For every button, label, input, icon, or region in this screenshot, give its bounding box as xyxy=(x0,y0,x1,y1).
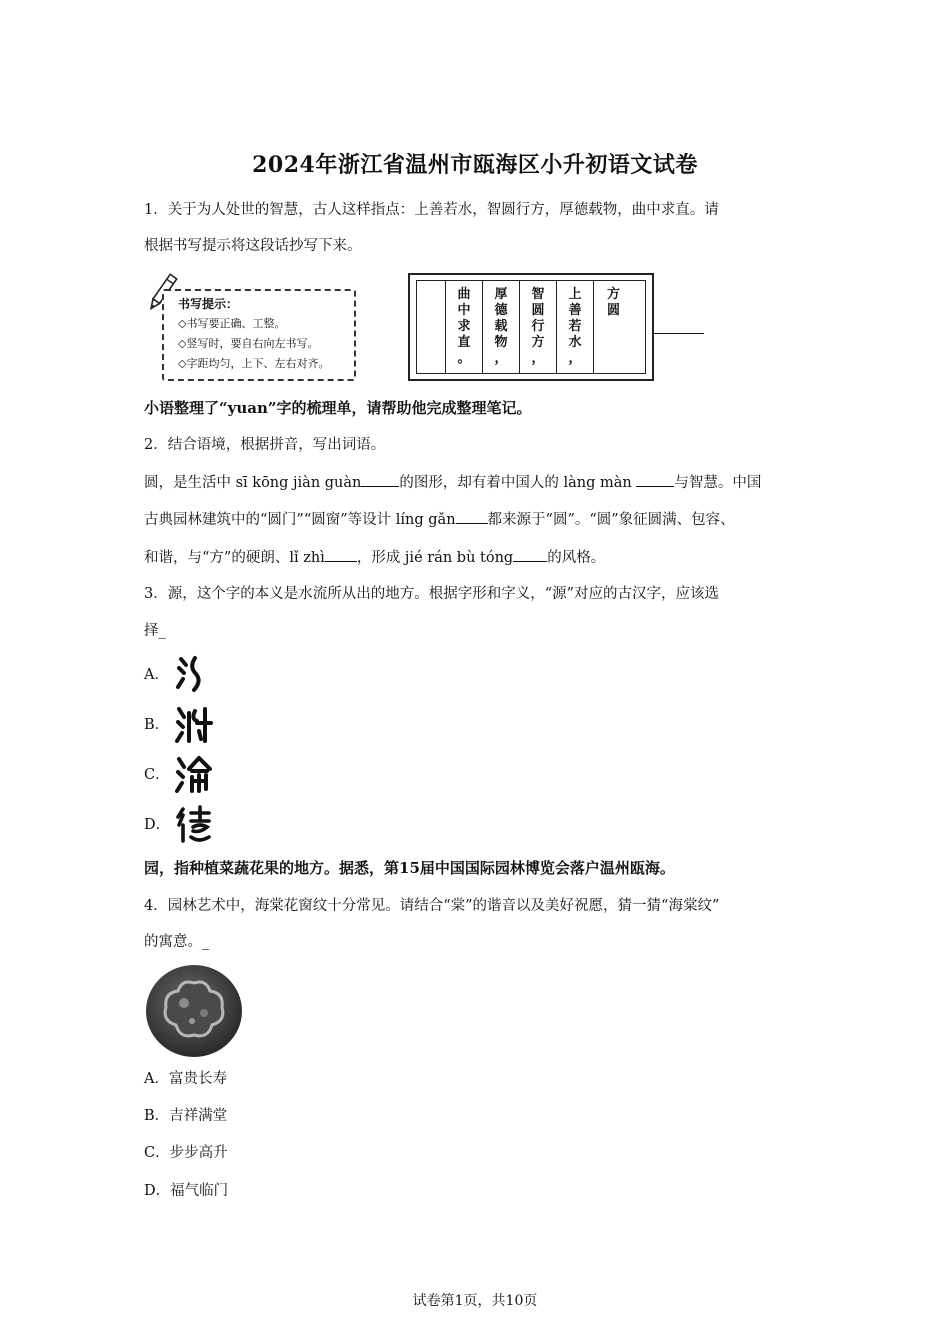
scroll-column xyxy=(556,281,593,373)
answer-blank[interactable] xyxy=(636,472,674,487)
scroll-column xyxy=(519,281,556,373)
begonia-window-pattern-image xyxy=(144,963,244,1059)
q3-text-line1: 3．源，这个字的本义是水流所从出的地方。根据字形和字义，“源”对应的古汉字，应该选 xyxy=(144,586,720,602)
scroll-column-text: 方 圆 xyxy=(606,287,620,318)
q2-text-segment: 的图形，却有着中国人的 làng màn xyxy=(399,475,637,491)
answer-blank[interactable] xyxy=(513,547,547,562)
writing-tip: ◇书写要正确、工整。 xyxy=(178,317,286,330)
q2-text-line2 xyxy=(144,472,814,493)
scroll-column xyxy=(482,281,519,373)
writing-tip: ◇字距均匀，上下、左右对齐。 xyxy=(178,357,330,370)
page-footer: 试卷第1页，共10页 xyxy=(412,1293,538,1309)
scroll-column-text: 上 善 若 水 ， xyxy=(568,287,582,366)
writing-tip: ◇竖写时，要自右向左书写。 xyxy=(178,337,319,350)
writing-tips-box xyxy=(162,289,356,381)
q4-option-a[interactable]: A．富贵长寿 xyxy=(144,1071,227,1087)
q4-option-b[interactable]: B．吉祥满堂 xyxy=(144,1108,228,1124)
q3-option-a[interactable]: A． xyxy=(144,667,169,683)
q2-text-segment: 和谐，与“方”的硬朗、lǐ zhì xyxy=(144,550,325,566)
q4-option-c[interactable]: C．步步高升 xyxy=(144,1145,228,1161)
answer-blank[interactable] xyxy=(325,547,357,562)
scroll-column-text: 曲 中 求 直 。 xyxy=(457,287,471,366)
scroll-column-text: 厚 德 载 物 ， xyxy=(494,287,508,366)
writing-tips-title: 书写提示： xyxy=(178,297,239,311)
copy-scroll-frame xyxy=(408,273,654,381)
ancient-glyph-a-icon xyxy=(175,655,205,693)
q2-text-segment: 的风格。 xyxy=(547,550,606,566)
q2-text-line1: 2．结合语境，根据拼音，写出词语。 xyxy=(144,437,386,453)
q2-text-segment: 都来源于“圆”。“圆”象征圆满、包容、 xyxy=(487,512,735,528)
q1-text-line2: 根据书写提示将这段话抄写下来。 xyxy=(144,238,362,254)
q1-text-line1: 1．关于为人处世的智慧，古人这样指点：上善若水，智圆行方，厚德载物，曲中求直。请 xyxy=(144,202,719,218)
q4-text-line1: 4．园林艺术中，海棠花窗纹十分常见。请结合“棠”的谐音以及美好祝愿，猜一猜“海棠纹” xyxy=(144,898,720,914)
q2-text-segment: ，形成 jié rán bù tóng xyxy=(356,550,514,566)
scroll-column-text: 智 圆 行 方 ， xyxy=(531,287,545,366)
q2-text-line3 xyxy=(144,509,814,530)
page-title: 2024年浙江省温州市瓯海区小升初语文试卷 xyxy=(252,152,698,178)
section-heading-garden: 园，指种植菜蔬花果的地方。据悉，第15届中国国际园林博览会落户温州瓯海。 xyxy=(144,859,675,877)
scroll-column xyxy=(445,281,482,373)
answer-blank[interactable] xyxy=(456,509,488,524)
q2-text-segment: 与智慧。中国 xyxy=(674,475,762,491)
q2-text-line4 xyxy=(144,547,814,568)
q4-text-line2: 的寓意。_ xyxy=(144,934,210,950)
ancient-glyph-b-icon xyxy=(175,705,213,745)
q3-text-line2: 择_ xyxy=(144,623,166,639)
q2-text-segment: 古典园林建筑中的“圆门”“圆窗”等设计 líng gǎn xyxy=(144,512,456,528)
ancient-glyph-c-icon xyxy=(175,755,213,795)
scroll-column xyxy=(593,281,633,373)
q4-option-d[interactable]: D．福气临门 xyxy=(144,1183,229,1199)
answer-blank[interactable] xyxy=(361,472,399,487)
ancient-glyph-d-icon xyxy=(175,805,213,845)
q2-text-segment: 圆，是生活中 sī kōng jiàn guàn xyxy=(144,475,362,491)
q3-option-c[interactable]: C． xyxy=(144,767,170,783)
section-heading-yuan: 小语整理了“yuan”字的梳理单，请帮助他完成整理笔记。 xyxy=(144,399,532,417)
q3-option-d[interactable]: D． xyxy=(144,817,171,833)
answer-blank[interactable] xyxy=(652,333,704,334)
q3-option-b[interactable]: B． xyxy=(144,717,170,733)
